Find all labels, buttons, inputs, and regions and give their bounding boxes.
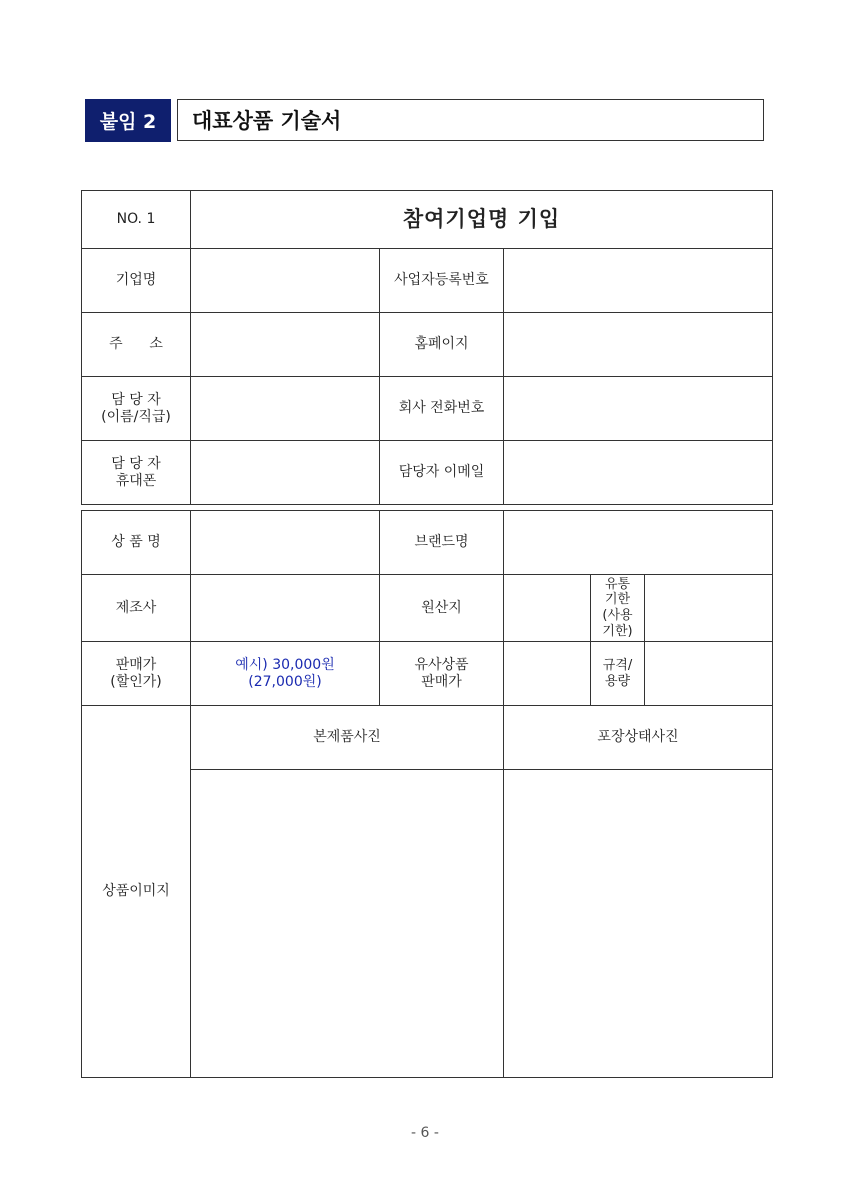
homepage-field[interactable] <box>504 313 773 377</box>
price-label-line1: 판매가 <box>115 656 157 673</box>
spec-label-line2: 용량 <box>604 673 631 689</box>
biz-reg-field[interactable] <box>504 249 773 313</box>
contact-label-line1: 담 당 자 <box>111 391 161 408</box>
email-field[interactable] <box>504 441 773 505</box>
company-phone-label: 회사 전화번호 <box>380 377 504 441</box>
email-label: 담당자 이메일 <box>380 441 504 505</box>
address-label: 주 소 <box>82 313 191 377</box>
maker-label: 제조사 <box>82 575 191 642</box>
price-example-line2: (27,000원) <box>248 673 322 690</box>
homepage-label: 홈페이지 <box>380 313 504 377</box>
similar-price-label <box>380 642 504 706</box>
product-name-field[interactable] <box>191 511 380 575</box>
expiry-label-line1: 유통 <box>604 576 631 592</box>
expiry-label-line2: 기한 <box>604 592 631 608</box>
mobile-label-line1: 담 당 자 <box>111 455 161 472</box>
origin-label: 원산지 <box>380 575 504 642</box>
mobile-label-line2: 휴대폰 <box>115 472 157 489</box>
package-photo-area[interactable] <box>504 770 773 1078</box>
spec-label <box>591 642 645 706</box>
main-photo-label: 본제품사진 <box>191 706 504 770</box>
product-image-label: 상품이미지 <box>82 706 191 1078</box>
maker-field[interactable] <box>191 575 380 642</box>
address-field[interactable] <box>191 313 380 377</box>
product-name-label: 상 품 명 <box>82 511 191 575</box>
similar-price-label-line2: 판매가 <box>421 673 462 690</box>
contact-field[interactable] <box>191 377 380 441</box>
expiry-label-line4: 기한) <box>602 623 633 639</box>
company-info-table <box>81 190 773 505</box>
brand-field[interactable] <box>504 511 773 575</box>
biz-reg-label: 사업자등록번호 <box>380 249 504 313</box>
document-title: 대표상품 기술서 <box>177 99 764 141</box>
company-phone-field[interactable] <box>504 377 773 441</box>
company-name-label: 기업명 <box>82 249 191 313</box>
mobile-field[interactable] <box>191 441 380 505</box>
spec-field[interactable] <box>645 642 773 706</box>
expiry-label-line3: (사용 <box>602 608 633 623</box>
company-heading: 참여기업명 기입 <box>191 191 773 249</box>
package-photo-label: 포장상태사진 <box>504 706 773 770</box>
price-example-line1: 예시) 30,000원 <box>235 656 335 673</box>
page-number: - 6 - <box>411 1125 439 1141</box>
product-info-table <box>81 510 773 1078</box>
price-field[interactable] <box>191 642 380 706</box>
brand-label: 브랜드명 <box>380 511 504 575</box>
similar-price-field[interactable] <box>504 642 591 706</box>
attachment-badge: 붙임 2 <box>85 99 171 142</box>
spec-label-line1: 규격/ <box>602 657 633 673</box>
similar-price-label-line1: 유사상품 <box>414 656 469 673</box>
origin-field[interactable] <box>504 575 591 642</box>
contact-label-line2: (이름/직급) <box>101 408 171 425</box>
price-label-line2: (할인가) <box>110 673 162 690</box>
mobile-label <box>82 441 191 505</box>
company-name-field[interactable] <box>191 249 380 313</box>
price-label <box>82 642 191 706</box>
contact-label <box>82 377 191 441</box>
expiry-label <box>591 575 645 642</box>
main-photo-area[interactable] <box>191 770 504 1078</box>
expiry-field[interactable] <box>645 575 773 642</box>
no-cell: NO. 1 <box>82 191 191 249</box>
